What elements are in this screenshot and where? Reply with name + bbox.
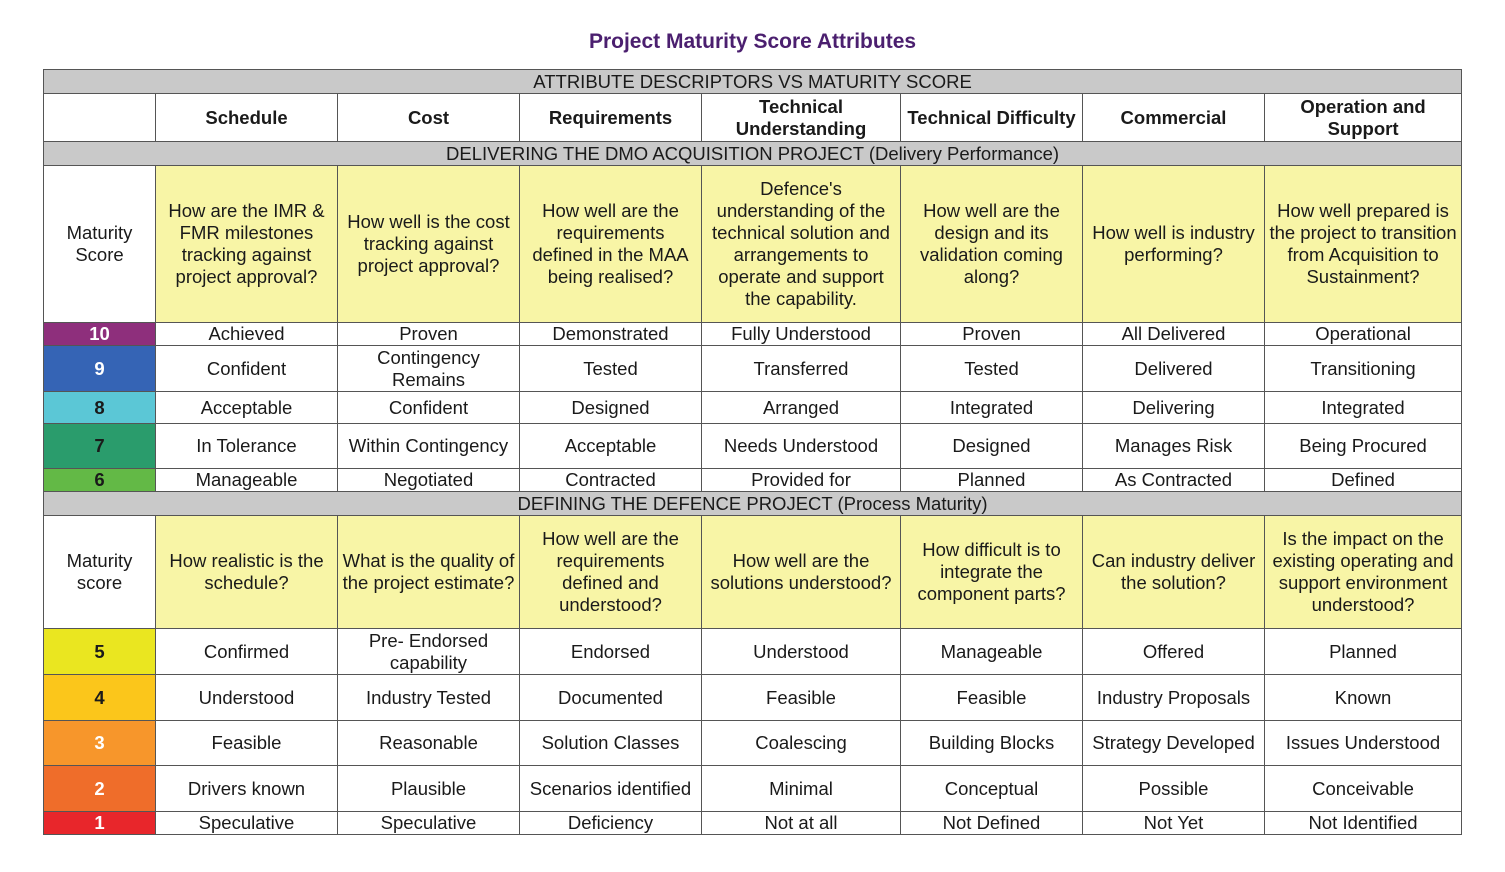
descriptor-cell: Within Contingency — [338, 424, 520, 469]
score-row — [44, 721, 1462, 766]
descriptor-cell: Speculative — [156, 812, 338, 835]
descriptor-cell: Drivers known — [156, 766, 338, 812]
section-band: DEFINING THE DEFENCE PROJECT (Process Maturity) — [44, 492, 1462, 516]
descriptor-cell: Minimal — [702, 766, 901, 812]
descriptor-cell: Not Yet — [1083, 812, 1265, 835]
column-header: Commercial — [1083, 94, 1265, 142]
section-band-row — [44, 142, 1462, 166]
attribute-band-header: ATTRIBUTE DESCRIPTORS VS MATURITY SCORE — [44, 70, 1462, 94]
section-band: DELIVERING THE DMO ACQUISITION PROJECT (Delivery Performance) — [44, 142, 1462, 166]
descriptor-cell: Proven — [901, 323, 1083, 346]
descriptor-cell: Not Identified — [1265, 812, 1462, 835]
score-number: 4 — [44, 675, 156, 721]
score-number: 9 — [44, 346, 156, 392]
descriptor-cell: Delivering — [1083, 392, 1265, 424]
question-cell: How well is the cost tracking against project approval? — [338, 166, 520, 323]
question-cell: How are the IMR & FMR milestones tracking against project approval? — [156, 166, 338, 323]
descriptor-cell: Provided for — [702, 469, 901, 492]
score-number: 1 — [44, 812, 156, 835]
descriptor-cell: Deficiency — [520, 812, 702, 835]
descriptor-cell: Conceivable — [1265, 766, 1462, 812]
descriptor-cell: Industry Tested — [338, 675, 520, 721]
maturity-score-label: Maturity score — [44, 516, 156, 629]
descriptor-cell: Manages Risk — [1083, 424, 1265, 469]
column-header: Operation and Support — [1265, 94, 1462, 142]
descriptor-cell: Confident — [338, 392, 520, 424]
maturity-matrix — [43, 69, 1462, 835]
descriptor-cell: Building Blocks — [901, 721, 1083, 766]
question-cell: How well prepared is the project to transition from Acquisition to Sustainment? — [1265, 166, 1462, 323]
descriptor-cell: Coalescing — [702, 721, 901, 766]
descriptor-cell: Confirmed — [156, 629, 338, 675]
descriptor-cell: As Contracted — [1083, 469, 1265, 492]
question-cell: How well are the requirements defined in the MAA being realised? — [520, 166, 702, 323]
question-cell: How well are the design and its validation coming along? — [901, 166, 1083, 323]
descriptor-cell: Not at all — [702, 812, 901, 835]
descriptor-cell: Designed — [520, 392, 702, 424]
score-row — [44, 424, 1462, 469]
descriptor-cell: Feasible — [901, 675, 1083, 721]
descriptor-cell: Tested — [520, 346, 702, 392]
column-header: Requirements — [520, 94, 702, 142]
question-cell: How well is industry performing? — [1083, 166, 1265, 323]
score-row — [44, 766, 1462, 812]
descriptor-cell: Endorsed — [520, 629, 702, 675]
question-row — [44, 516, 1462, 629]
descriptor-cell: Planned — [1265, 629, 1462, 675]
descriptor-cell: Plausible — [338, 766, 520, 812]
descriptor-cell: All Delivered — [1083, 323, 1265, 346]
column-header: Technical Understanding — [702, 94, 901, 142]
question-row — [44, 166, 1462, 323]
score-row — [44, 323, 1462, 346]
score-row — [44, 346, 1462, 392]
question-cell: Defence's understanding of the technical solution and arrangements to operate and support the capability. — [702, 166, 901, 323]
descriptor-cell: Integrated — [1265, 392, 1462, 424]
section-band-row — [44, 492, 1462, 516]
column-header: Technical Difficulty — [901, 94, 1083, 142]
descriptor-cell: Possible — [1083, 766, 1265, 812]
descriptor-cell: Transferred — [702, 346, 901, 392]
descriptor-cell: Delivered — [1083, 346, 1265, 392]
descriptor-cell: Being Procured — [1265, 424, 1462, 469]
question-cell: How realistic is the schedule? — [156, 516, 338, 629]
descriptor-cell: Proven — [338, 323, 520, 346]
maturity-score-label: Maturity Score — [44, 166, 156, 323]
score-number: 7 — [44, 424, 156, 469]
descriptor-cell: Speculative — [338, 812, 520, 835]
question-cell: Can industry deliver the solution? — [1083, 516, 1265, 629]
descriptor-cell: Issues Understood — [1265, 721, 1462, 766]
descriptor-cell: Tested — [901, 346, 1083, 392]
descriptor-cell: Acceptable — [156, 392, 338, 424]
descriptor-cell: Manageable — [901, 629, 1083, 675]
score-number: 2 — [44, 766, 156, 812]
descriptor-cell: Feasible — [156, 721, 338, 766]
score-number: 10 — [44, 323, 156, 346]
descriptor-cell: Scenarios identified — [520, 766, 702, 812]
descriptor-cell: Strategy Developed — [1083, 721, 1265, 766]
descriptor-cell: In Tolerance — [156, 424, 338, 469]
question-cell: How well are the requirements defined and understood? — [520, 516, 702, 629]
question-cell: What is the quality of the project estimate? — [338, 516, 520, 629]
descriptor-cell: Feasible — [702, 675, 901, 721]
descriptor-cell: Achieved — [156, 323, 338, 346]
question-cell: Is the impact on the existing operating and support environment understood? — [1265, 516, 1462, 629]
descriptor-cell: Contracted — [520, 469, 702, 492]
descriptor-cell: Acceptable — [520, 424, 702, 469]
descriptor-cell: Negotiated — [338, 469, 520, 492]
score-row — [44, 392, 1462, 424]
descriptor-cell: Pre- Endorsed capability — [338, 629, 520, 675]
descriptor-cell: Offered — [1083, 629, 1265, 675]
descriptor-cell: Industry Proposals — [1083, 675, 1265, 721]
descriptor-cell: Transitioning — [1265, 346, 1462, 392]
score-row — [44, 469, 1462, 492]
descriptor-cell: Reasonable — [338, 721, 520, 766]
question-cell: How well are the solutions understood? — [702, 516, 901, 629]
score-row — [44, 675, 1462, 721]
score-number: 3 — [44, 721, 156, 766]
descriptor-cell: Planned — [901, 469, 1083, 492]
descriptor-cell: Operational — [1265, 323, 1462, 346]
corner-cell — [44, 94, 156, 142]
question-cell: How difficult is to integrate the component parts? — [901, 516, 1083, 629]
score-number: 5 — [44, 629, 156, 675]
score-number: 6 — [44, 469, 156, 492]
descriptor-cell: Defined — [1265, 469, 1462, 492]
descriptor-cell: Understood — [156, 675, 338, 721]
descriptor-cell: Needs Understood — [702, 424, 901, 469]
descriptor-cell: Solution Classes — [520, 721, 702, 766]
descriptor-cell: Documented — [520, 675, 702, 721]
descriptor-cell: Integrated — [901, 392, 1083, 424]
descriptor-cell: Manageable — [156, 469, 338, 492]
column-header: Schedule — [156, 94, 338, 142]
column-header-row — [44, 94, 1462, 142]
descriptor-cell: Demonstrated — [520, 323, 702, 346]
descriptor-cell: Known — [1265, 675, 1462, 721]
descriptor-cell: Contingency Remains — [338, 346, 520, 392]
descriptor-cell: Not Defined — [901, 812, 1083, 835]
band-row — [44, 70, 1462, 94]
descriptor-cell: Arranged — [702, 392, 901, 424]
descriptor-cell: Confident — [156, 346, 338, 392]
descriptor-cell: Designed — [901, 424, 1083, 469]
column-header: Cost — [338, 94, 520, 142]
score-row — [44, 812, 1462, 835]
score-row — [44, 629, 1462, 675]
descriptor-cell: Fully Understood — [702, 323, 901, 346]
score-number: 8 — [44, 392, 156, 424]
descriptor-cell: Understood — [702, 629, 901, 675]
page-title: Project Maturity Score Attributes — [588, 30, 917, 53]
descriptor-cell: Conceptual — [901, 766, 1083, 812]
